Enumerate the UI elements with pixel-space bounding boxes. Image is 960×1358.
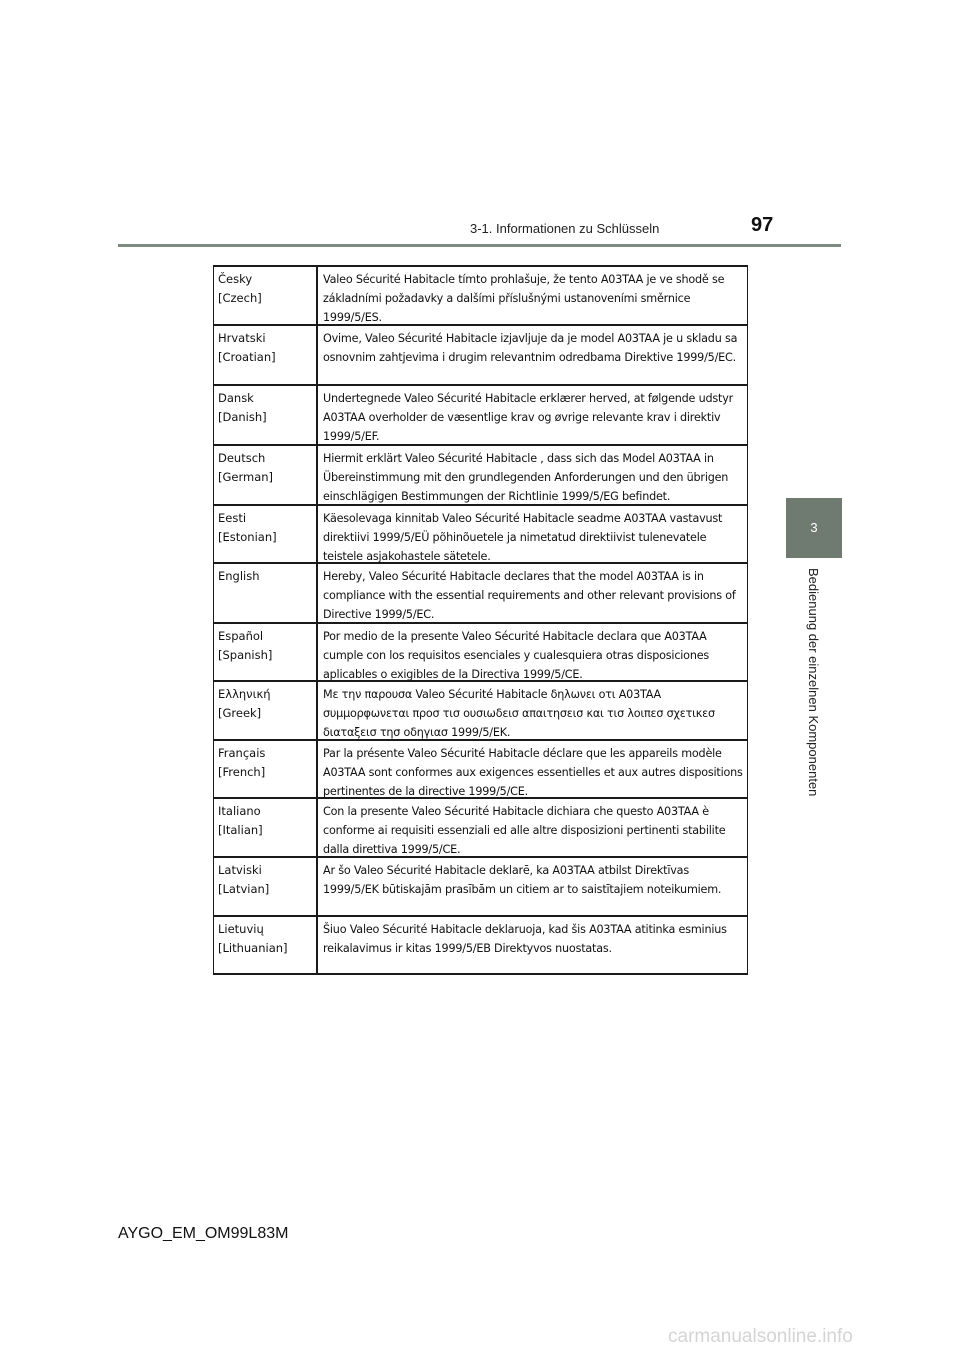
language-name: Italiano — [218, 804, 261, 818]
language-name: Ελληνική — [218, 687, 271, 701]
document-code: AYGO_EM_OM99L83M — [118, 1225, 289, 1242]
declaration-row-danish — [214, 386, 748, 446]
language-english: [Estonian] — [218, 530, 277, 544]
language-english: [Czech] — [218, 291, 262, 305]
language-cell — [214, 858, 318, 915]
language-cell — [214, 564, 318, 622]
declaration-text: Με την παρουσα Valeo Sécurité Habitacle δηλωνει οτι A03TAA συμμορφωνεται προσ τισ ουσιωδεισ απαιτησεισ και τισ λοιπεσ σχετικεσ διαταξεισ τησ οδηγιασ 1999/5/ΕΚ. — [318, 682, 748, 739]
declaration-row-lithuanian — [214, 917, 748, 975]
section-title: 3-1. Informationen zu Schlüsseln — [470, 221, 660, 236]
language-name: Español — [218, 629, 264, 643]
language-english: [Croatian] — [218, 350, 276, 364]
language-cell — [214, 917, 318, 973]
language-name: Latviski — [218, 863, 262, 877]
chapter-number: 3 — [810, 520, 818, 535]
chapter-title: Bedienung der einzelnen Komponenten — [806, 568, 821, 797]
language-name: Français — [218, 746, 266, 760]
language-english: [Latvian] — [218, 882, 270, 896]
declaration-row-italian — [214, 799, 748, 858]
table-continuation-divider — [316, 950, 318, 958]
language-cell — [214, 326, 318, 384]
language-name: Eesti — [218, 511, 247, 525]
header-rule — [118, 244, 841, 247]
language-english: [Greek] — [218, 706, 262, 720]
language-name: Hrvatski — [218, 331, 266, 345]
language-english: [German] — [218, 470, 274, 484]
declaration-text: Hereby, Valeo Sécurité Habitacle declares that the model A03TAA is in compliance with the essential requirements and other relevant provisions of Directive 1999/5/EC. — [318, 564, 748, 622]
declaration-text: Valeo Sécurité Habitacle tímto prohlašuje, že tento A03TAA je ve shodě se základními požadavky a dalšími příslušnými ustanoveními směrnice 1999/5/ES. — [318, 267, 748, 324]
language-english: [Spanish] — [218, 648, 273, 662]
language-english: [Lithuanian] — [218, 941, 288, 955]
language-cell — [214, 386, 318, 444]
watermark: carmanualsonline.info — [668, 1326, 853, 1347]
table-continuation-left — [213, 950, 214, 958]
page-number: 97 — [751, 214, 774, 236]
declaration-text: Hiermit erklärt Valeo Sécurité Habitacle , dass sich das Model A03TAA in Übereinstimmung mit den grundlegenden Anforderungen und den übrigen einschlägigen Bestimmungen der Richtlinie 1999/5/EG befindet. — [318, 446, 748, 504]
declaration-text: Šiuo Valeo Sécurité Habitacle deklaruoja, kad šis A03TAA atitinka esminius reikalavimus ir kitas 1999/5/EB Direktyvos nuostatas. — [318, 917, 748, 973]
declaration-row-estonian — [214, 506, 748, 564]
declaration-row-croatian — [214, 326, 748, 386]
language-name: Deutsch — [218, 451, 266, 465]
declaration-table — [213, 265, 748, 975]
declaration-row-english — [214, 564, 748, 624]
declaration-row-german — [214, 446, 748, 506]
language-cell — [214, 446, 318, 504]
language-cell — [214, 741, 318, 797]
declaration-text: Con la presente Valeo Sécurité Habitacle dichiara che questo A03TAA è conforme ai requisiti essenziali ed alle altre disposizioni pertinenti stabilite dalla direttiva 1999/5/CE. — [318, 799, 748, 856]
declaration-text: Ovime, Valeo Sécurité Habitacle izjavljuje da je model A03TAA je u skladu sa osnovnim zahtjevima i drugim relevantnim odredbama Direktive 1999/5/EC. — [318, 326, 748, 384]
language-cell — [214, 682, 318, 739]
declaration-row-french — [214, 741, 748, 799]
declaration-text: Undertegnede Valeo Sécurité Habitacle erklærer herved, at følgende udstyr A03TAA overholder de væsentlige krav og øvrige relevante krav i direktiv 1999/5/EF. — [318, 386, 748, 444]
table-continuation — [213, 950, 749, 958]
language-english: [Italian] — [218, 823, 263, 837]
declaration-row-latvian — [214, 858, 748, 917]
language-name: Dansk — [218, 391, 254, 405]
declaration-text: Par la présente Valeo Sécurité Habitacle déclare que les appareils modèle A03TAA sont conformes aux exigences essentielles et aux autres dispositions pertinentes de la directive 1999/5/CE. — [318, 741, 748, 797]
declaration-row-greek — [214, 682, 748, 741]
declaration-text: Por medio de la presente Valeo Sécurité Habitacle declara que A03TAA cumple con los requisitos esenciales y cualesquiera otras disposiciones aplicables o exigibles de la Directiva 1999/5/CE. — [318, 624, 748, 680]
language-cell — [214, 624, 318, 680]
declaration-row-spanish — [214, 624, 748, 682]
chapter-tab — [786, 498, 842, 558]
language-english: [French] — [218, 765, 266, 779]
language-cell — [214, 506, 318, 562]
declaration-row-czech — [214, 267, 748, 326]
declaration-text: Käesolevaga kinnitab Valeo Sécurité Habitacle seadme A03TAA vastavust direktiivi 1999/5/EÜ põhinõuetele ja nimetatud direktiivist tulenevatele teistele asjakohastele sätetele. — [318, 506, 748, 562]
language-name: Lietuvių — [218, 922, 264, 936]
language-cell — [214, 799, 318, 856]
language-name: Česky — [218, 272, 253, 286]
language-name: English — [218, 569, 260, 583]
declaration-text: Ar šo Valeo Sécurité Habitacle deklarē, ka A03TAA atbilst Direktīvas 1999/5/EK būtiskajām prasībām un citiem ar to saistītajiem noteikumiem. — [318, 858, 748, 915]
language-cell — [214, 267, 318, 324]
language-english: [Danish] — [218, 410, 267, 424]
